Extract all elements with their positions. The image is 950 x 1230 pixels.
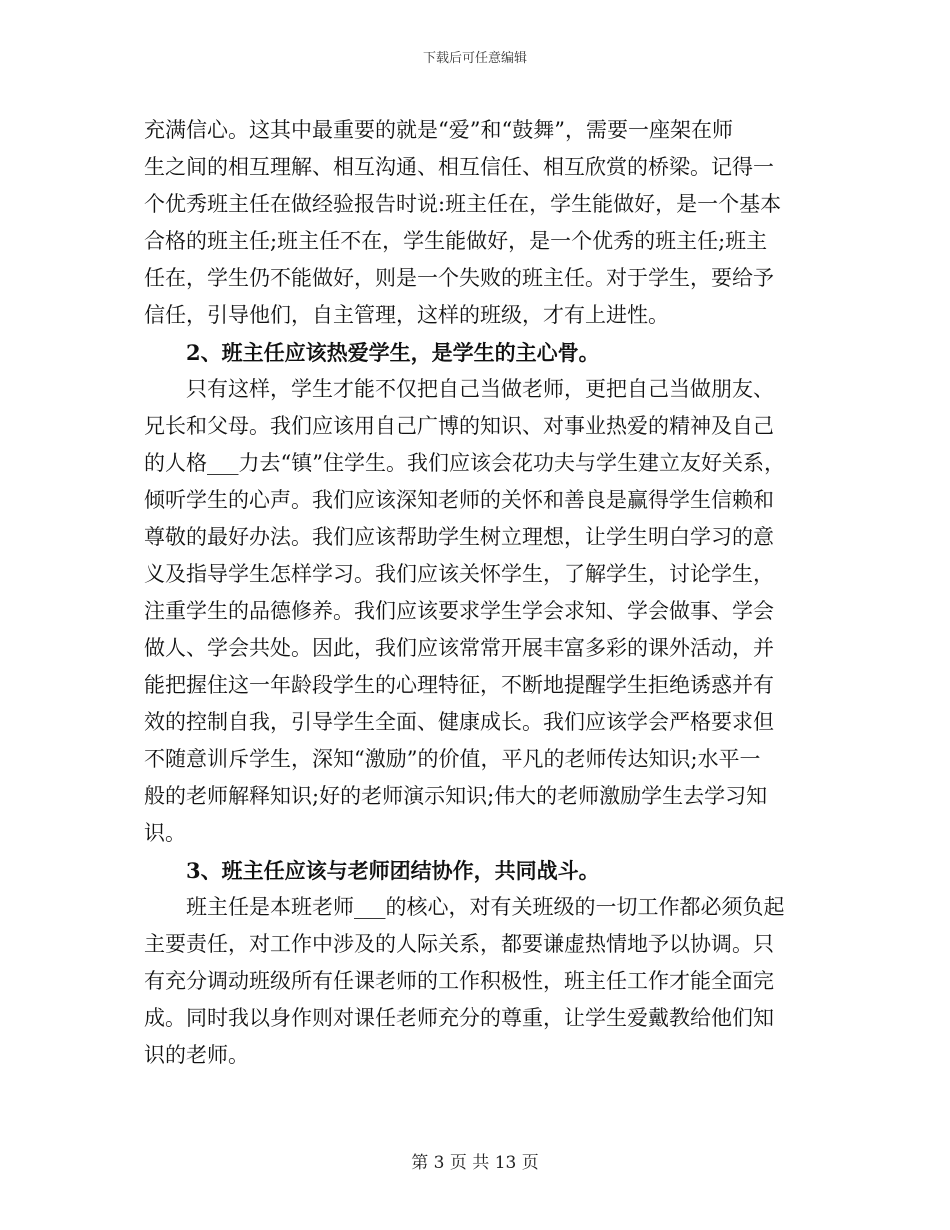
body-line: 有充分调动班级所有任课老师的工作积极性，班主任工作才能全面完 [144,969,774,993]
body-line: 尊敬的最好办法。我们应该帮助学生树立理想，让学生明白学习的意 [144,525,774,549]
body-line: 充满信心。这其中最重要的就是“爱”和“鼓舞”，需要一座架在师 [144,118,733,142]
section-heading: 3、班主任应该与老师团结协作，共同战斗。 [186,858,600,883]
page-footer: 第 3 页 共 13 页 [411,1153,539,1173]
body-line: 生之间的相互理解、相互沟通、相互信任、相互欣赏的桥梁。记得一 [144,155,774,179]
section-heading: 2、班主任应该热爱学生，是学生的主心骨。 [186,340,600,365]
body-line: 只有这样，学生才能不仅把自己当做老师，更把自己当做朋友、 [186,377,774,401]
document-body [144,112,814,1074]
body-line: 倾听学生的心声。我们应该深知老师的关怀和善良是赢得学生信赖和 [144,488,774,512]
body-line: 成。同时我以身作则对课任老师充分的尊重，让学生爱戴教给他们知 [144,1006,774,1030]
body-line: 般的老师解释知识;好的老师演示知识;伟大的老师激励学生去学习知 [144,784,768,808]
body-line: 信任，引导他们，自主管理，这样的班级，才有上进性。 [144,303,669,327]
body-line: 义及指导学生怎样学习。我们应该关怀学生，了解学生，讨论学生， [144,562,774,586]
page-header: 下载后可任意编辑 [422,51,527,66]
body-line: 识。 [144,821,186,845]
body-line: 识的老师。 [144,1043,249,1067]
body-line: 能把握住这一年龄段学生的心理特征，不断地提醒学生拒绝诱惑并有 [144,673,774,697]
body-line: 不随意训斥学生，深知“激励”的价值，平凡的老师传达知识;水平一 [144,747,761,771]
body-line: 任在，学生仍不能做好，则是一个失败的班主任。对于学生，要给予 [144,266,774,290]
body-line: 主要责任，对工作中涉及的人际关系，都要谦虚热情地予以协调。只 [144,932,774,956]
body-line: 合格的班主任;班主任不在，学生能做好，是一个优秀的班主任;班主 [144,229,768,253]
body-line: 注重学生的品德修养。我们应该要求学生学会求知、学会做事、学会 [144,599,774,623]
body-line: 班主任是本班老师___的核心，对有关班级的一切工作都必须负起 [186,895,785,919]
body-line: 个优秀班主任在做经验报告时说:班主任在，学生能做好，是一个基本 [144,192,782,216]
body-line: 的人格___力去“镇”住学生。我们应该会花功夫与学生建立友好关系， [144,451,785,475]
body-line: 效的控制自我，引导学生全面、健康成长。我们应该学会严格要求但 [144,710,774,734]
body-line: 做人、学会共处。因此，我们应该常常开展丰富多彩的课外活动，并 [144,636,774,660]
body-line: 兄长和父母。我们应该用自己广博的知识、对事业热爱的精神及自己 [144,414,774,438]
